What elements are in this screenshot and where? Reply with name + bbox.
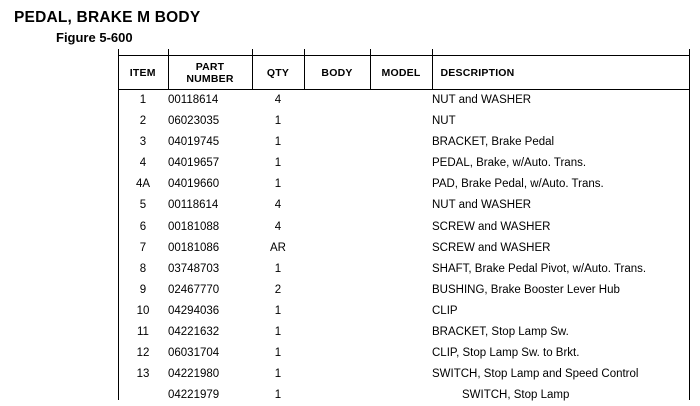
table-row	[118, 301, 690, 322]
header-column-divider	[432, 49, 433, 83]
cell-qty: 4	[252, 217, 304, 238]
parts-table	[118, 55, 690, 406]
cell-qty: 1	[252, 364, 304, 385]
cell-item: 1	[118, 90, 168, 112]
cell-description: SCREW and WASHER	[432, 217, 690, 238]
cell-qty: 1	[252, 132, 304, 153]
cell-body	[304, 238, 370, 259]
cell-qty: AR	[252, 238, 304, 259]
table-row	[118, 217, 690, 238]
cell-model	[370, 90, 432, 112]
cell-description: NUT and WASHER	[432, 90, 690, 112]
cell-model	[370, 343, 432, 364]
cell-body	[304, 174, 370, 195]
column-header-part-number	[168, 56, 252, 90]
cell-model	[370, 153, 432, 174]
cell-item: 11	[118, 322, 168, 343]
table-row	[118, 343, 690, 364]
cell-item: 4A	[118, 174, 168, 195]
table-row	[118, 238, 690, 259]
cell-qty: 1	[252, 174, 304, 195]
header-column-divider	[370, 49, 371, 83]
cell-description: CLIP, Stop Lamp Sw. to Brkt.	[432, 343, 690, 364]
cell-part-number: 04019660	[168, 174, 252, 195]
cell-item: 3	[118, 132, 168, 153]
table-row	[118, 385, 690, 406]
cell-part-number: 06023035	[168, 111, 252, 132]
cell-item: 9	[118, 280, 168, 301]
cell-part-number: 00118614	[168, 195, 252, 216]
cell-body	[304, 111, 370, 132]
table-row	[118, 153, 690, 174]
cell-item: 6	[118, 217, 168, 238]
table-row	[118, 174, 690, 195]
cell-qty: 1	[252, 301, 304, 322]
cell-model	[370, 322, 432, 343]
header-column-divider	[252, 49, 253, 83]
cell-description: NUT	[432, 111, 690, 132]
cell-part-number: 04221632	[168, 322, 252, 343]
cell-item: 12	[118, 343, 168, 364]
cell-item	[118, 385, 168, 406]
cell-description: PAD, Brake Pedal, w/Auto. Trans.	[432, 174, 690, 195]
cell-qty: 1	[252, 153, 304, 174]
cell-description: SCREW and WASHER	[432, 238, 690, 259]
column-header-model: MODEL	[370, 56, 432, 90]
table-row	[118, 364, 690, 385]
cell-model	[370, 217, 432, 238]
cell-body	[304, 301, 370, 322]
cell-body	[304, 322, 370, 343]
cell-qty: 2	[252, 280, 304, 301]
cell-body	[304, 364, 370, 385]
cell-model	[370, 385, 432, 406]
cell-description: CLIP	[432, 301, 690, 322]
figure-label: Figure 5-600	[56, 29, 700, 46]
column-header-part-number-line2: NUMBER	[169, 73, 252, 85]
cell-description: PEDAL, Brake, w/Auto. Trans.	[432, 153, 690, 174]
cell-part-number: 06031704	[168, 343, 252, 364]
cell-part-number: 04221980	[168, 364, 252, 385]
cell-body	[304, 153, 370, 174]
cell-model	[370, 301, 432, 322]
cell-qty: 1	[252, 111, 304, 132]
cell-model	[370, 174, 432, 195]
page-title: PEDAL, BRAKE M BODY	[14, 8, 700, 27]
table-row	[118, 259, 690, 280]
column-header-body: BODY	[304, 56, 370, 90]
cell-part-number: 00181088	[168, 217, 252, 238]
cell-body	[304, 259, 370, 280]
cell-model	[370, 259, 432, 280]
header-column-divider	[304, 49, 305, 83]
cell-qty: 1	[252, 259, 304, 280]
cell-item: 10	[118, 301, 168, 322]
parts-table-header	[118, 56, 690, 90]
header-column-divider	[168, 49, 169, 83]
cell-body	[304, 90, 370, 112]
cell-item: 7	[118, 238, 168, 259]
cell-qty: 1	[252, 322, 304, 343]
cell-body	[304, 343, 370, 364]
title-block	[0, 0, 700, 46]
cell-description: SWITCH, Stop Lamp and Speed Control	[432, 364, 690, 385]
parts-table-body	[118, 90, 690, 406]
cell-model	[370, 238, 432, 259]
column-header-qty: QTY	[252, 56, 304, 90]
table-row	[118, 111, 690, 132]
cell-description: SWITCH, Stop Lamp	[432, 385, 690, 406]
cell-item: 13	[118, 364, 168, 385]
cell-part-number: 02467770	[168, 280, 252, 301]
column-header-item: ITEM	[118, 56, 168, 90]
table-row	[118, 322, 690, 343]
cell-part-number: 04294036	[168, 301, 252, 322]
table-row	[118, 280, 690, 301]
cell-model	[370, 364, 432, 385]
table-row	[118, 132, 690, 153]
cell-model	[370, 280, 432, 301]
cell-qty: 4	[252, 195, 304, 216]
cell-qty: 1	[252, 343, 304, 364]
cell-item: 8	[118, 259, 168, 280]
cell-item: 4	[118, 153, 168, 174]
cell-description: BRACKET, Stop Lamp Sw.	[432, 322, 690, 343]
column-header-part-number-line1: PART	[169, 61, 252, 73]
cell-model	[370, 111, 432, 132]
column-header-description: DESCRIPTION	[432, 56, 690, 90]
cell-item: 5	[118, 195, 168, 216]
table-right-border	[689, 49, 690, 400]
cell-body	[304, 385, 370, 406]
cell-description: BRACKET, Brake Pedal	[432, 132, 690, 153]
cell-model	[370, 132, 432, 153]
cell-body	[304, 280, 370, 301]
cell-part-number: 00118614	[168, 90, 252, 112]
header-row	[118, 56, 690, 90]
cell-item: 2	[118, 111, 168, 132]
cell-description: NUT and WASHER	[432, 195, 690, 216]
cell-body	[304, 132, 370, 153]
cell-part-number: 04019657	[168, 153, 252, 174]
cell-model	[370, 195, 432, 216]
cell-body	[304, 217, 370, 238]
cell-part-number: 00181086	[168, 238, 252, 259]
cell-part-number: 04019745	[168, 132, 252, 153]
table-row	[118, 90, 690, 112]
cell-part-number: 04221979	[168, 385, 252, 406]
parts-table-wrap	[118, 55, 690, 406]
cell-qty: 1	[252, 385, 304, 406]
cell-qty: 4	[252, 90, 304, 112]
table-row	[118, 195, 690, 216]
table-left-border	[118, 49, 119, 400]
cell-description: SHAFT, Brake Pedal Pivot, w/Auto. Trans.	[432, 259, 690, 280]
cell-part-number: 03748703	[168, 259, 252, 280]
cell-description: BUSHING, Brake Booster Lever Hub	[432, 280, 690, 301]
cell-body	[304, 195, 370, 216]
